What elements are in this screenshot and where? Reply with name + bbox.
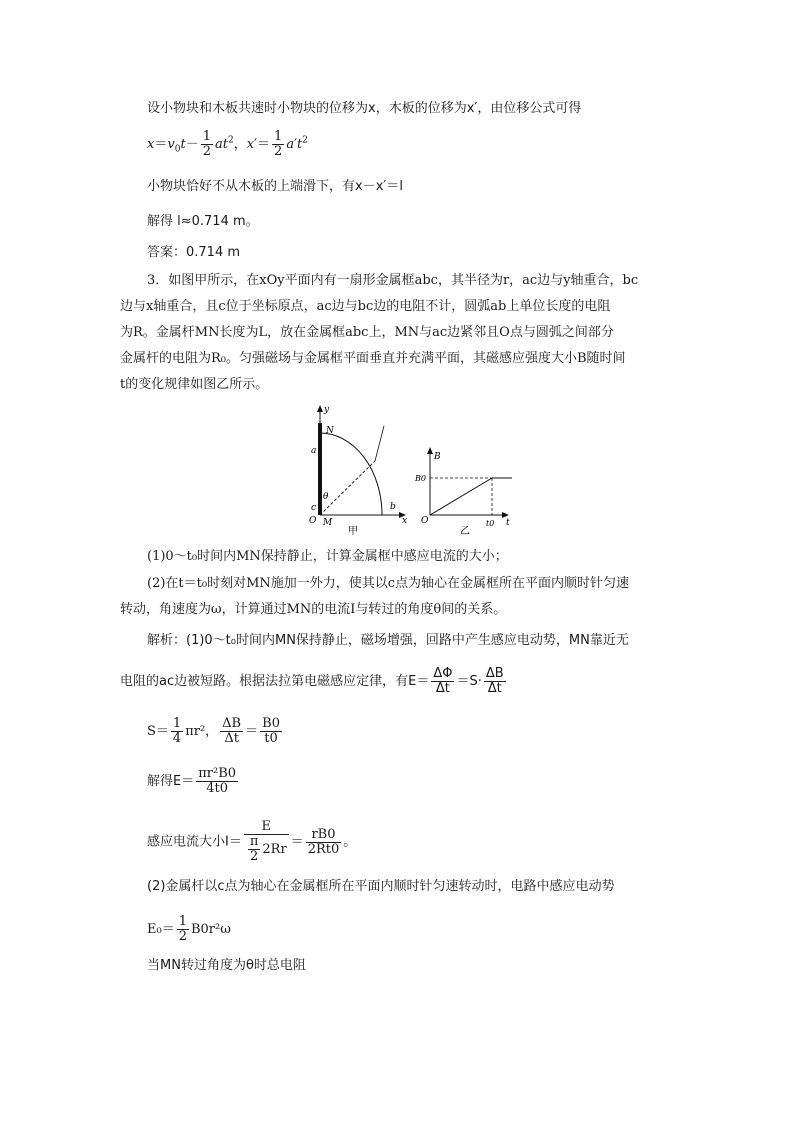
fraction: $\frac{\text{πr²B0}}{4t0}$ [198,766,237,796]
b-axis-arrow [427,447,433,454]
solution-line: 电阻的ac边被短路。根据法拉第电磁感应定律，有E＝ $\frac{\Delta\Phi}{\Delta t}$ ＝S· $\frac{\Delta B}{\Delta t}$ [120,666,504,696]
dash-extension [375,426,384,461]
equation-line: 解得E＝ $\frac{\text{πr²B0}}{4t0}$ [147,766,237,796]
label-t: t [506,518,510,528]
y-axis-arrow [317,405,323,412]
solution-line: (2)金属杆以c点为轴心在金属框所在平面内顺时针匀速转动时，电路中感应电动势 [147,879,615,894]
fraction: $\frac{1}{2}$ [178,914,187,944]
label-t0: t0 [486,519,495,528]
equation-line: 感应电流大小I＝ E $\frac{\pi}{2}$ 2Rr ＝ $\frac{rB0}{2Rt0}$ 。 [147,819,357,864]
question-line: 边与x轴重合，且c位于坐标原点，ac边与bc边的电阻不计，圆弧ab上单位长度的电阻 [120,299,611,314]
fraction: $\frac{1}{2}$ [202,129,211,159]
arc-ab [320,433,382,515]
label-o: O [309,516,317,526]
caption-right: 乙 [460,526,470,537]
figure-left [309,405,407,537]
fraction: $\frac{rB0}{2Rt0}$ [307,826,340,857]
equation-line: E₀＝ $\frac{1}{2}$ B0r²ω [147,914,231,944]
question-line: 金属杆的电阻为R₀。匀强磁场与金属框平面垂直并充满平面，其磁感应强度大小B随时间 [120,351,626,366]
solution-line: 解析：(1)0～t₀时间内MN保持静止，磁场增强，回路中产生感应电动势，MN靠近无 [147,633,629,648]
label-n: N [326,426,334,436]
label-b: b [390,502,396,512]
label-c: c [311,503,317,513]
figure-right [414,447,512,537]
text-line: 解得 l≈0.714 m。 [147,214,259,229]
figure [300,403,540,538]
equation-line: $x=v_0t-$ $\frac{1}{2}$ $at^2$，x′＝ $\frac{1}{2}$ $a't^2$ [147,129,308,159]
part-2: (2)在t＝t₀时刻对MN施加一外力，使其以c点为轴心在金属框所在平面内顺时针匀速 [147,576,630,591]
rotated-rod [320,461,375,515]
part-2-cont: 转动，角速度为ω，计算通过MN的电流I与转过的角度θ间的关系。 [120,602,507,617]
equation-line: S＝ $\frac{1}{4}$ πr²， $\frac{\Delta B}{\Delta t}$ ＝ $\frac{B0}{t0}$ [147,716,280,746]
fraction: $\frac{1}{2}$ [274,129,283,159]
label-m: M [323,518,333,528]
label-b-axis: B [434,452,441,462]
question-line: t的变化规律如图乙所示。 [120,377,269,392]
solution-line: 当MN转过角度为θ时总电阻 [147,958,306,973]
b-ramp [430,478,492,515]
text-line: 设小物块和木板共速时小物块的位移为x，木板的位移为x′，由位移公式可得 [147,101,582,116]
label-x: x [402,516,408,526]
fraction: $\frac{\Delta B}{\Delta t}$ [485,666,504,696]
fraction: $\frac{\Delta\Phi}{\Delta t}$ [433,666,453,696]
caption-left: 甲 [348,526,358,537]
text-line: 小物块恰好不从木板的上端滑下，有x－x′＝l [147,179,403,194]
label-y: y [324,405,330,415]
label-b0: B0 [415,474,426,483]
fraction: E $\frac{\pi}{2}$ 2Rr [244,820,289,864]
fraction: $\frac{1}{4}$ [172,716,182,746]
label-a: a [311,446,317,456]
fraction: $\frac{\Delta B}{\Delta t}$ [222,716,242,746]
eq-sign: ＝ [154,137,168,152]
question-line: 3．如图甲所示，在xOy平面内有一扇形金属框abc，其半径为r，ac边与y轴重合，bc [147,273,639,288]
part-1: (1)0～t₀时间内MN保持静止，计算金属框中感应电流的大小； [147,549,508,564]
label-theta: θ [323,492,329,502]
fraction: $\frac{B0}{t0}$ [262,716,280,746]
answer-line: 答案：0.714 m [147,245,241,260]
label-o-right: O [421,516,429,526]
question-line: 为R。金属杆MN长度为L，放在金属框abc上，MN与ac边紧邻且O点与圆弧之间部分 [120,325,614,340]
